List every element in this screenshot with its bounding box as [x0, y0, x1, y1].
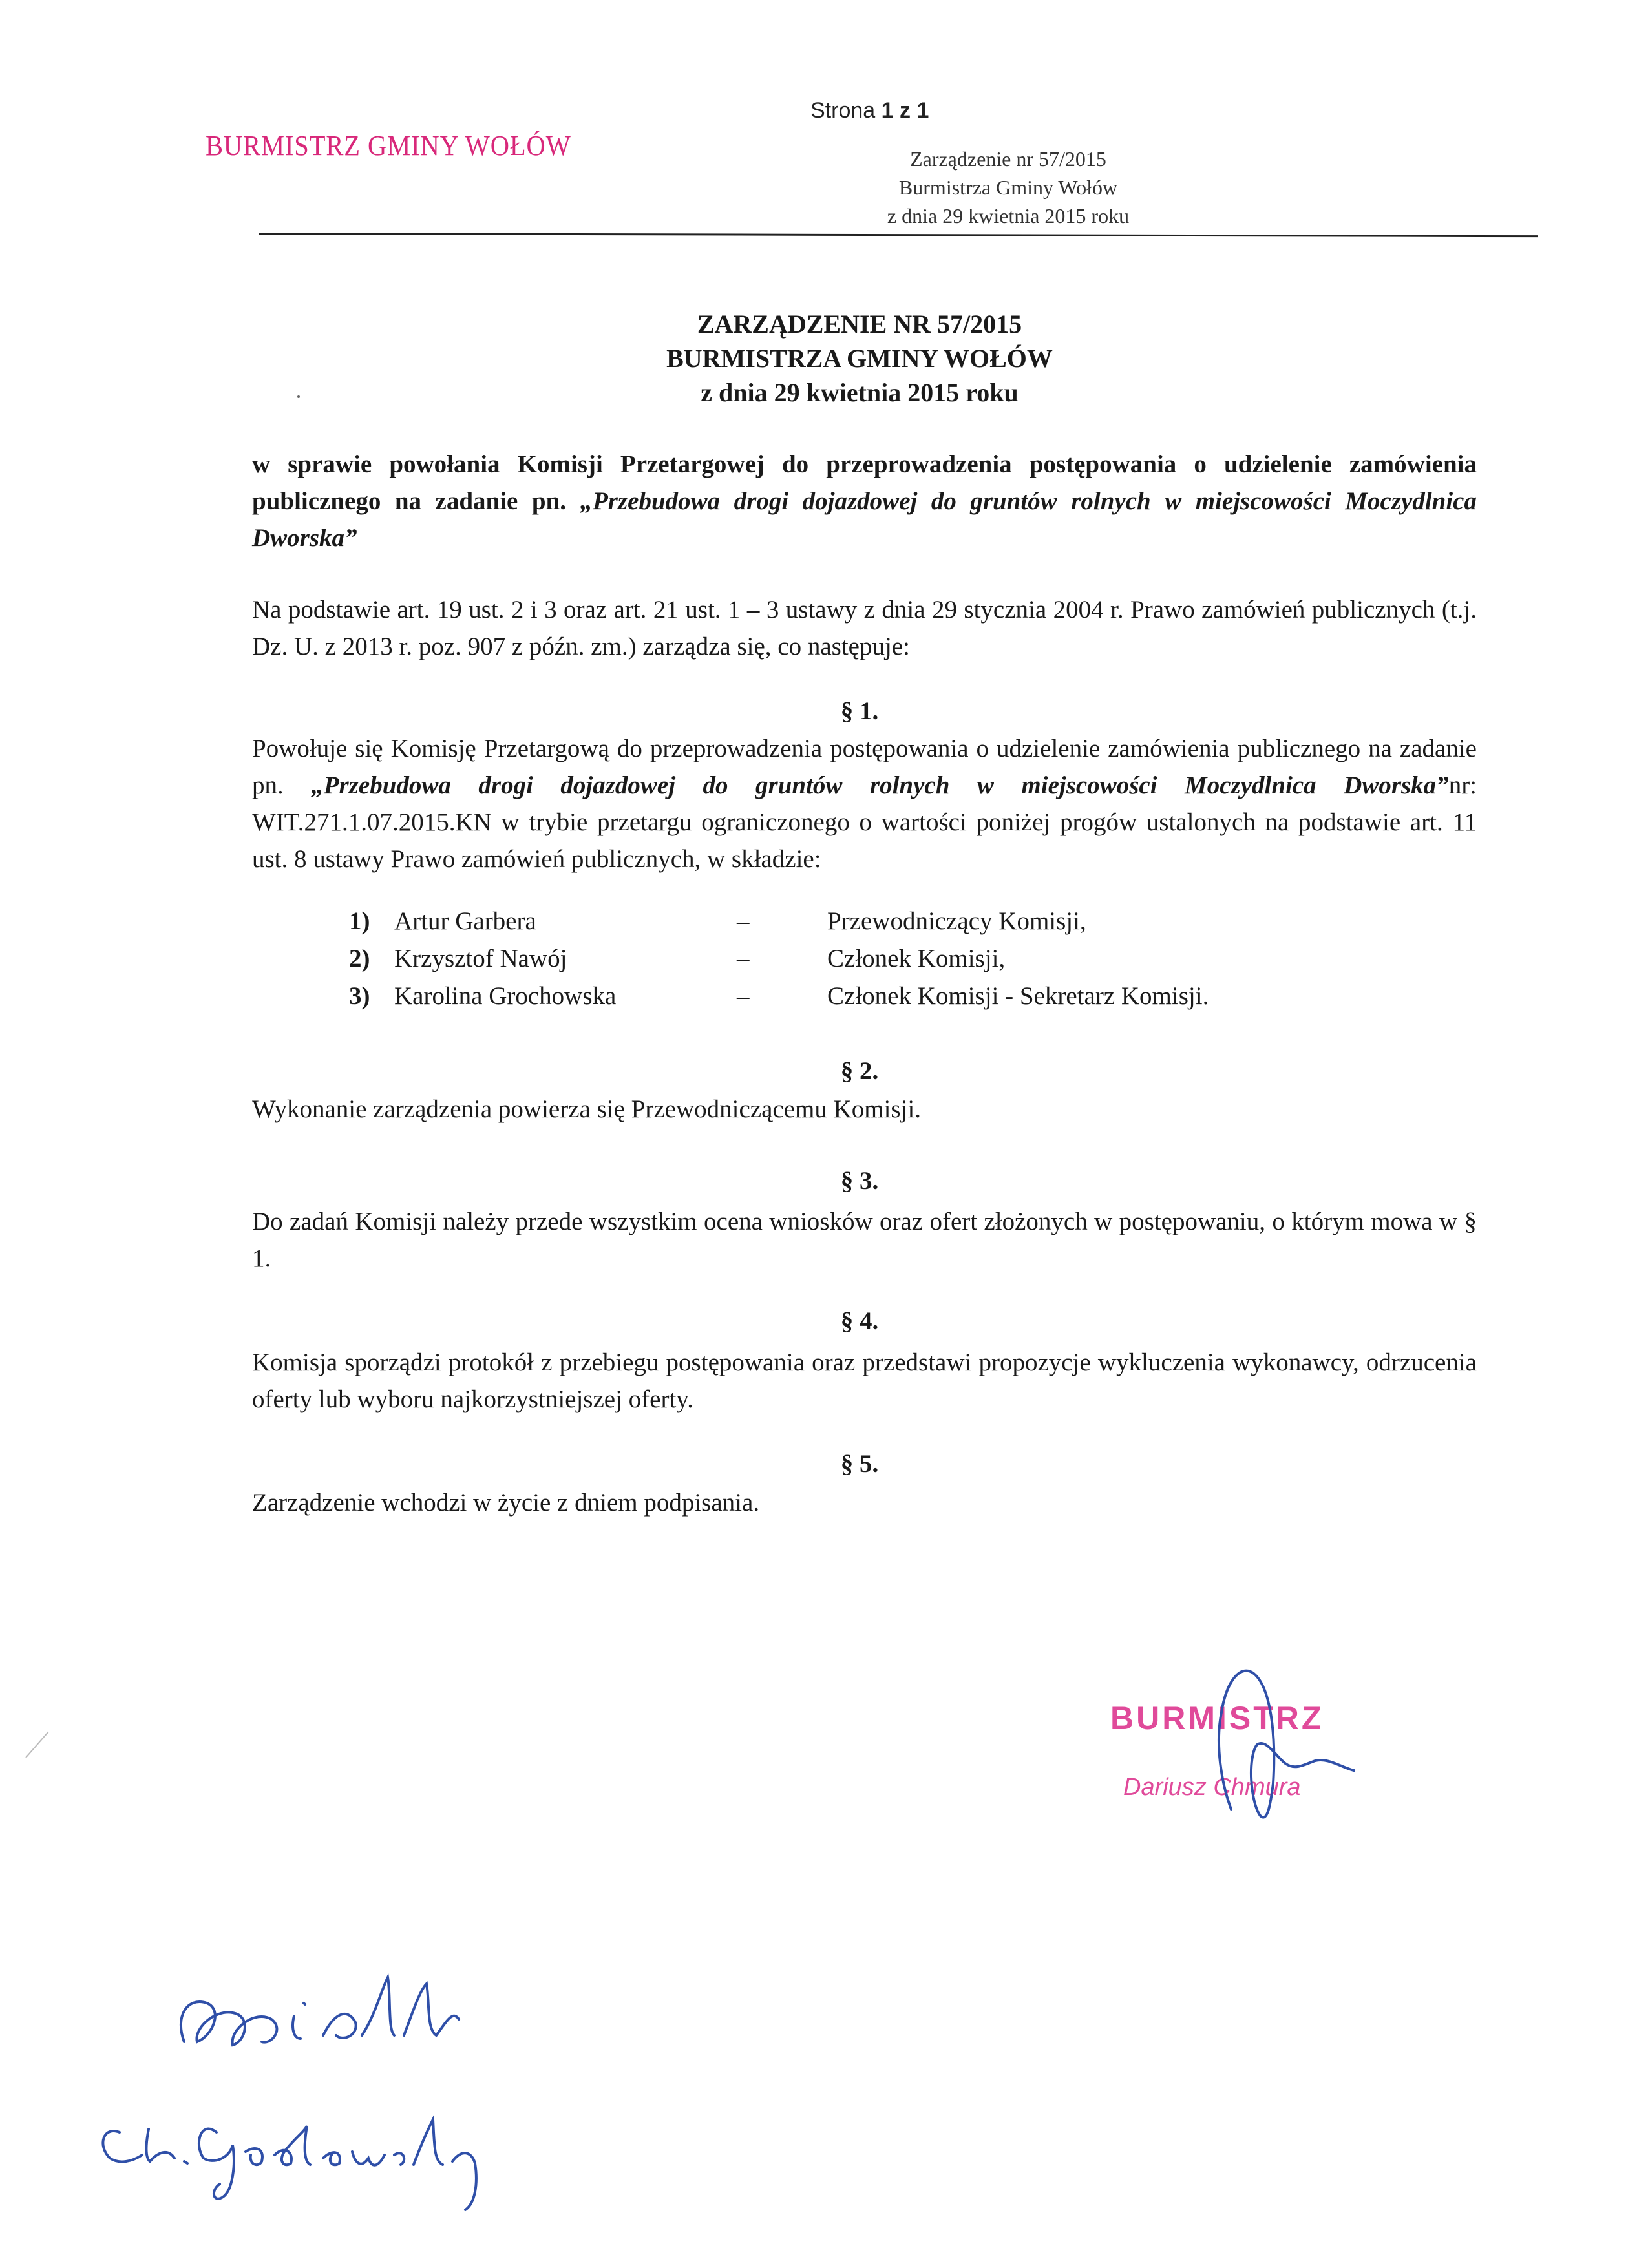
- header-ref-line-1: Zarządzenie nr 57/2015: [910, 147, 1106, 171]
- section-4-heading: § 4.: [840, 1307, 879, 1335]
- page-current: 1: [881, 98, 894, 123]
- section-1-text-before: Powołuje się Komisję Przetargową do przeprowadzenia postępowania o udzielenie zamówienia publicznego na zadanie pn.: [252, 735, 1477, 799]
- member-name: Artur Garbera: [394, 907, 536, 935]
- member-role: Członek Komisji,: [827, 945, 1006, 972]
- subject-task: „Przebudowa drogi dojazdowej do gruntów rolnych w miejscowości Moczydlnica Dworska”: [252, 487, 1477, 552]
- member-dash: –: [737, 907, 750, 935]
- signature-2: [103, 2119, 476, 2210]
- header-ref-line-2: Burmistrza Gminy Wołów: [898, 176, 1118, 199]
- section-3-text: Do zadań Komisji należy przede wszystkim ocena wniosków oraz ofert złożonych w postępowaniu, o którym mowa w § 1.: [252, 1208, 1477, 1272]
- section-1-heading: § 1.: [840, 697, 879, 725]
- member-number: 1): [349, 907, 370, 935]
- signature-1: [181, 1977, 459, 2045]
- section-2-heading: § 2.: [840, 1057, 879, 1085]
- member-name: Krzysztof Nawój: [394, 945, 567, 972]
- section-3-heading: § 3.: [840, 1167, 879, 1195]
- section-4-text: Komisja sporządzi protokół z przebiegu postępowania oraz przedstawi propozycje wykluczenia wykonawcy, odrzucenia oferty lub wyboru najkorzystniejszej oferty.: [252, 1349, 1477, 1413]
- doc-title-line-2: BURMISTRZA GMINY WOŁÓW: [666, 344, 1053, 373]
- member-dash: –: [737, 982, 750, 1010]
- section-1-task: „Przebudowa drogi dojazdowej do gruntów rolnych w miejscowości Moczydlnica Dworska”: [311, 772, 1449, 799]
- member-dash: –: [737, 945, 750, 972]
- member-number: 3): [349, 982, 370, 1010]
- scan-mark: [26, 1732, 48, 1758]
- member-role: Członek Komisji - Sekretarz Komisji.: [827, 982, 1209, 1010]
- page-sep: z: [900, 98, 911, 123]
- page-label: Strona: [810, 98, 876, 123]
- header-stamp: BURMISTRZ GMINY WOŁÓW: [206, 130, 571, 162]
- legal-basis: Na podstawie art. 19 ust. 2 i 3 oraz art. 21 ust. 1 – 3 ustawy z dnia 29 stycznia 2004 r. Prawo zamówień publicznych (t.j. Dz. U. z 2013 r. poz. 907 z późn. zm.) zarządza się, co następuje:: [252, 596, 1477, 660]
- member-name: Karolina Grochowska: [394, 982, 617, 1010]
- mayor-stamp-title: BURMISTRZ: [1110, 1700, 1324, 1736]
- subject-lead: w sprawie powołania Komisji Przetargowej do przeprowadzenia postępowania o udzielenie zamówienia publicznego na zadanie pn.: [252, 450, 1477, 515]
- member-role: Przewodniczący Komisji,: [827, 907, 1086, 935]
- section-1-text-after: nr: WIT.271.1.07.2015.KN w trybie przetargu ograniczonego o wartości poniżej progów ustalonych na podstawie art. 11 ust. 8 ustawy Prawo zamówień publicznych, w składzie:: [252, 772, 1477, 873]
- section-5-text: Zarządzenie wchodzi w życie z dniem podpisania.: [252, 1489, 760, 1517]
- member-number: 2): [349, 945, 370, 972]
- section-5-heading: § 5.: [840, 1450, 879, 1478]
- mayor-signature: [1219, 1671, 1354, 1818]
- section-2-text: Wykonanie zarządzenia powierza się Przewodniczącemu Komisji.: [252, 1095, 922, 1123]
- doc-title-line-3: z dnia 29 kwietnia 2015 roku: [701, 378, 1019, 407]
- mayor-stamp-name: Dariusz Chmura: [1123, 1774, 1301, 1801]
- page-total: 1: [916, 98, 929, 123]
- header-ref-line-3: z dnia 29 kwietnia 2015 roku: [887, 204, 1130, 227]
- doc-title-line-1: ZARZĄDZENIE NR 57/2015: [697, 310, 1022, 339]
